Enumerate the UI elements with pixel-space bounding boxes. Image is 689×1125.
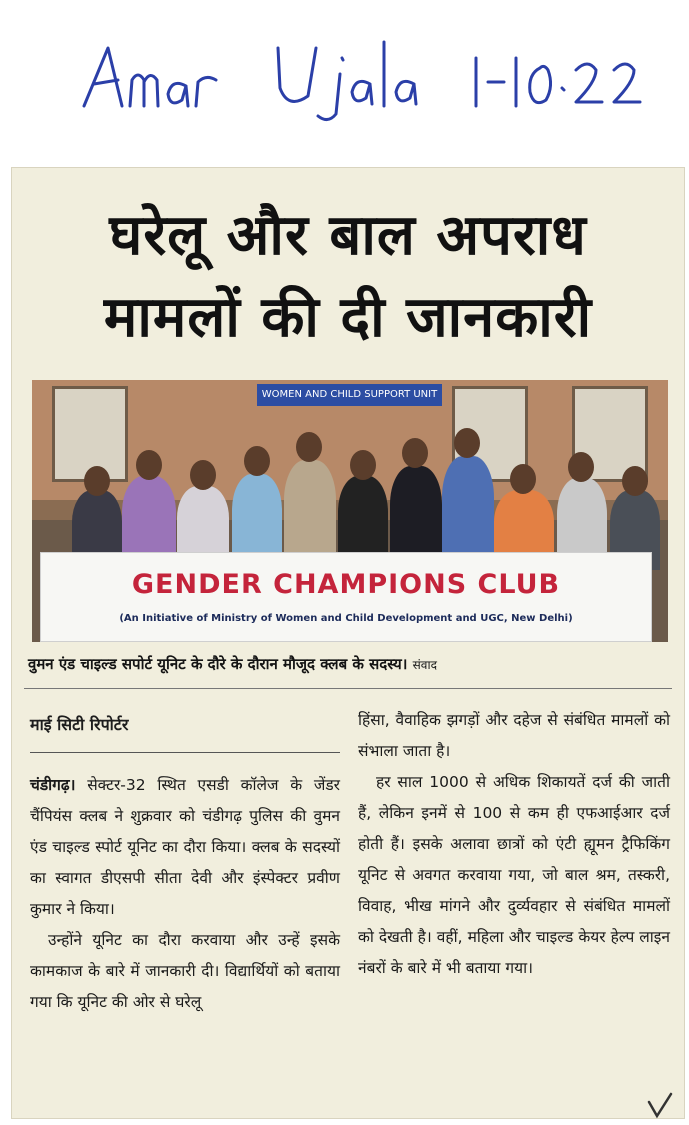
caption-divider xyxy=(24,688,672,689)
article-column-left xyxy=(30,770,340,1018)
photo-caption xyxy=(28,654,668,674)
headline-line-2: मामलों की दी जानकारी xyxy=(103,285,593,350)
caption-credit: संवाद xyxy=(412,658,437,672)
article-paragraph-4: हर साल 1000 से अधिक शिकायतें दर्ज की जाती हैं, लेकिन इनमें से 100 से कम ही एफआईआर दर्ज होती हैं। इसके अलावा छात्रों को एंटी ह्यूमन ट्रैफिकिंग यूनिट से अवगत करवाया गया, जो बाल श्रम, तस्करी, विवाह, भीख मांगने और दुर्व्यवहार से संबंधित मामलों को देखती है। वहीं, महिला और चाइल्ड केयर हेल्प लाइन नंबरों के बारे में भी बताया गया। xyxy=(358,773,670,977)
handwritten-note xyxy=(78,18,668,128)
dateline: चंडीगढ़। xyxy=(30,776,76,794)
article-column-right xyxy=(358,705,670,984)
article-paragraph-1: सेक्टर-32 स्थित एसडी कॉलेज के जेंडर चैंपियंस क्लब ने शुक्रवार को चंडीगढ़ पुलिस की वुमन एंड चाइल्ड स्पोर्ट यूनिट का दौरा किया। क्लब के सदस्यों का स्वागत डीएसपी सीता देवी और इंस्पेक्टर प्रवीण कुमार ने किया। xyxy=(30,776,340,918)
headline-line-1: घरेलू और बाल अपराध xyxy=(109,203,587,268)
tick-mark-icon xyxy=(645,1090,675,1120)
gender-champions-banner xyxy=(40,552,652,642)
banner-subtitle: (An Initiative of Ministry of Women and Child Development and UGC, New Delhi) xyxy=(119,613,573,624)
byline: माई सिटी रिपोर्टर xyxy=(30,715,129,734)
banner-title: GENDER CHAMPIONS CLUB xyxy=(131,569,561,600)
article-paragraph-2: उन्होंने यूनिट का दौरा करवाया और उन्हें इसके कामकाज के बारे में जानकारी दी। विद्यार्थियों को बताया गया कि यूनिट की ओर से घरेलू xyxy=(30,931,340,1011)
unit-signboard: WOMEN AND CHILD SUPPORT UNIT xyxy=(257,384,442,406)
caption-text: वुमन एंड चाइल्ड सपोर्ट यूनिट के दौरे के दौरान मौजूद क्लब के सदस्य। xyxy=(28,655,408,673)
article-paragraph-3: हिंसा, वैवाहिक झगड़ों और दहेज से संबंधित मामलों को संभाला जाता है। xyxy=(358,711,670,760)
byline-divider xyxy=(30,752,340,753)
